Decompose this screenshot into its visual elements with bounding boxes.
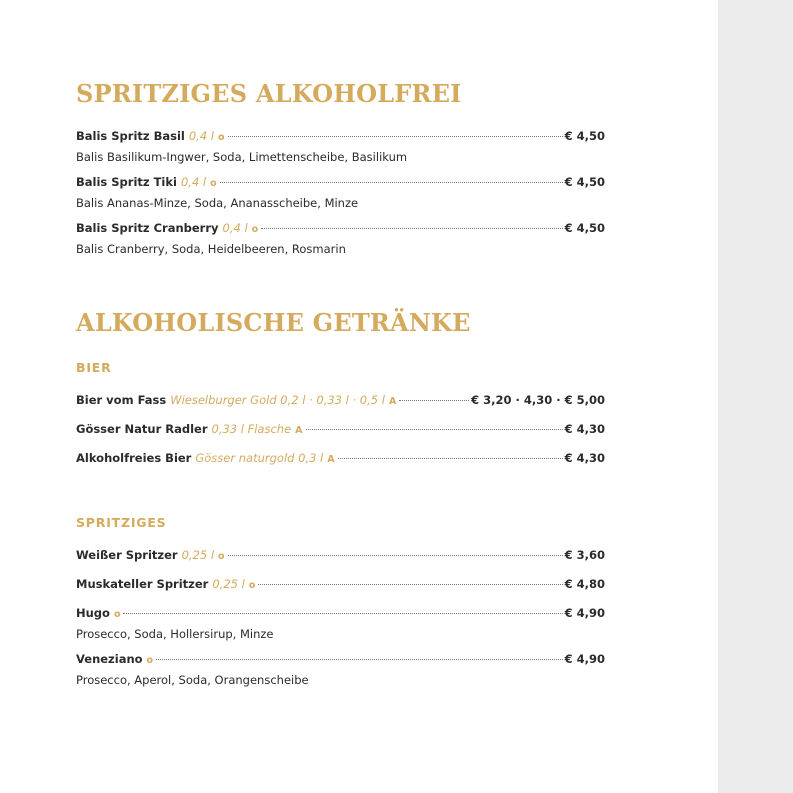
circle-o-icon: o: [217, 132, 225, 143]
circle-o-icon: o: [210, 178, 217, 189]
item-description: Balis Cranberry, Soda, Heidelbeeren, Rosmarin: [76, 242, 346, 256]
item-name: Weißer Spritzer: [76, 548, 178, 562]
dot-leader: [399, 400, 469, 401]
dot-leader: [156, 659, 563, 660]
item-name: Balis Spritz Tiki: [76, 175, 177, 189]
menu-item: [76, 220, 605, 257]
subsection-title-bier: BIER: [76, 360, 112, 375]
item-price: € 4,50: [564, 129, 605, 143]
dot-leader: [228, 136, 563, 137]
item-price: € 4,50: [564, 175, 605, 189]
menu-item-line: [76, 220, 605, 238]
menu-item: [76, 547, 605, 565]
dot-leader: [220, 182, 563, 183]
item-detail: 0,4 l: [180, 175, 207, 189]
sidebar-margin: [718, 0, 793, 793]
item-price: € 4,30: [564, 451, 605, 465]
item-price: € 4,30: [564, 422, 605, 436]
item-detail: 0,4 l: [222, 221, 248, 235]
menu-item-line: [76, 547, 605, 565]
menu-item: [76, 450, 605, 468]
circle-o-icon: o: [248, 580, 256, 591]
item-description: Prosecco, Aperol, Soda, Orangenscheibe: [76, 673, 309, 687]
menu-item-line: [76, 392, 605, 410]
item-detail: 0,4 l: [188, 129, 214, 143]
menu-item-line: [76, 450, 605, 468]
item-price: € 3,20 · 4,30 · € 5,00: [471, 393, 605, 407]
menu-item: [76, 421, 605, 439]
section-title-spritziges-alkoholfrei: SPRITZIGES ALKOHOLFREI: [76, 79, 462, 108]
allergen-a-icon: A: [295, 425, 303, 436]
item-name: Gösser Natur Radler: [76, 422, 208, 436]
allergen-a-icon: A: [327, 454, 335, 465]
item-name: Balis Spritz Cranberry: [76, 221, 219, 235]
item-detail: 0,25 l: [212, 577, 245, 591]
item-price: € 4,80: [564, 577, 605, 591]
circle-o-icon: o: [113, 609, 121, 620]
circle-o-icon: o: [146, 655, 154, 666]
item-description: Balis Ananas-Minze, Soda, Ananasscheibe, Minze: [76, 196, 359, 210]
item-name: Veneziano: [76, 652, 143, 666]
menu-item-line: [76, 174, 605, 192]
menu-item: [76, 576, 605, 594]
menu-item-line: [76, 421, 605, 439]
item-detail: 0,33 l Flasche: [211, 422, 292, 436]
menu-item: [76, 128, 605, 165]
menu-item: [76, 605, 605, 642]
item-detail: Wieselburger Gold 0,2 l · 0,33 l · 0,5 l: [170, 393, 385, 407]
item-name: Bier vom Fass: [76, 393, 167, 407]
circle-o-icon: o: [218, 551, 225, 562]
item-name: Hugo: [76, 606, 110, 620]
dot-leader: [261, 228, 562, 229]
allergen-a-icon: A: [388, 396, 397, 407]
item-price: € 4,50: [564, 221, 605, 235]
dot-leader: [123, 613, 562, 614]
subsection-title-spritziges: SPRITZIGES: [76, 515, 167, 530]
item-price: € 3,60: [564, 548, 605, 562]
item-description: Prosecco, Soda, Hollersirup, Minze: [76, 627, 274, 641]
menu-item: [76, 392, 605, 410]
menu-item-line: [76, 576, 605, 594]
item-name: Balis Spritz Basil: [76, 129, 185, 143]
item-price: € 4,90: [564, 606, 605, 620]
dot-leader: [338, 458, 563, 459]
item-detail: Gösser naturgold 0,3 l: [195, 451, 324, 465]
menu-item: [76, 651, 605, 688]
menu-item-line: [76, 651, 605, 669]
item-description: Balis Basilikum-Ingwer, Soda, Limettenscheibe, Basilikum: [76, 150, 408, 164]
item-price: € 4,90: [564, 652, 605, 666]
menu-item-line: [76, 605, 605, 623]
dot-leader: [228, 555, 563, 556]
dot-leader: [258, 584, 562, 585]
item-name: Muskateller Spritzer: [76, 577, 209, 591]
dot-leader: [306, 429, 563, 430]
menu-item: [76, 174, 605, 211]
section-title-alkoholische-getraenke: ALKOHOLISCHE GETRÄNKE: [76, 308, 471, 337]
item-name: Alkoholfreies Bier: [76, 451, 192, 465]
menu-item-line: [76, 128, 605, 146]
item-detail: 0,25 l: [181, 548, 215, 562]
circle-o-icon: o: [251, 224, 259, 235]
